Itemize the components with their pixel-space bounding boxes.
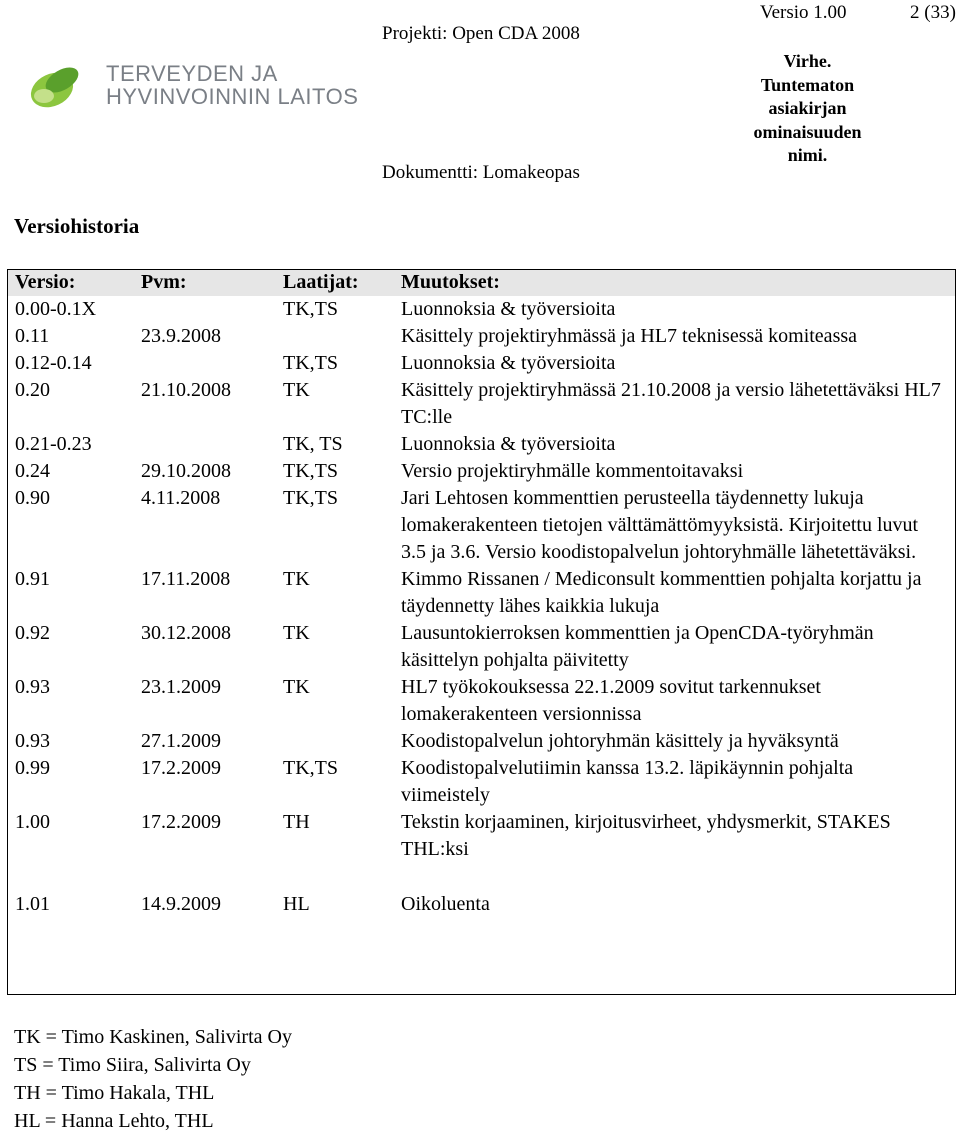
cell-version: 1.01: [15, 893, 50, 915]
table-row: [7, 377, 956, 431]
version-label: Versio 1.00: [760, 2, 847, 23]
page-number: 2 (33): [910, 2, 956, 23]
header-changes: Muutokset:: [401, 271, 500, 293]
cell-date: 17.11.2008: [141, 568, 231, 590]
cell-date: [141, 350, 283, 377]
cell-changes: HL7 työkokouksessa 22.1.2009 sovitut tarkennukset lomakerakenteen versionnissa: [401, 676, 821, 725]
table-header-row: [7, 269, 956, 296]
header-version: Versio:: [15, 271, 76, 293]
cell-date: 29.10.2008: [141, 460, 231, 482]
field-error-message: [725, 50, 890, 168]
table-row: [7, 566, 956, 620]
cell-authors: TK,TS: [283, 487, 338, 509]
cell-date: [141, 296, 283, 323]
cell-authors: TK: [283, 676, 310, 698]
cell-version: 0.93: [15, 676, 50, 698]
cell-authors: TK,TS: [283, 757, 338, 779]
error-line: asiakirjan: [768, 98, 847, 118]
cell-date: 23.9.2008: [141, 325, 221, 347]
error-line: ominaisuuden: [753, 121, 862, 142]
section-title: Versiohistoria: [14, 214, 140, 238]
logo-line-1: TERVEYDEN JA: [106, 61, 278, 86]
cell-authors: TK, TS: [283, 433, 343, 455]
table-row: [7, 323, 956, 350]
table-row: [7, 728, 956, 755]
cell-changes: Luonnoksia & työversioita: [401, 298, 616, 320]
cell-date: 4.11.2008: [141, 487, 221, 509]
table-row: [7, 809, 956, 863]
cell-changes: Versio projektiryhmälle kommentoitavaksi: [401, 460, 744, 482]
cell-date: 14.9.2009: [141, 893, 221, 915]
cell-changes: Lausuntokierroksen kommenttien ja OpenCDA-työryhmän käsittelyn pohjalta päivitetty: [401, 622, 874, 671]
project-label: Projekti: Open CDA 2008: [382, 23, 580, 44]
legend-item: TK = Timo Kaskinen, Salivirta Oy: [14, 1026, 292, 1048]
cell-changes: Jari Lehtosen kommenttien perusteella täydennetty lukuja lomakerakenteen tietojen välttämättömyyksistä. Kirjoitettu luvut 3.5 ja 3.6. Versio koodistopalvelun johtoryhmälle lähetettäväksi.: [401, 487, 919, 563]
author-legend: [14, 1023, 292, 1135]
table-row: [7, 350, 956, 377]
cell-changes: Kimmo Rissanen / Mediconsult kommenttien pohjalta korjattu ja täydennetty lähes kaikkia lukuja: [401, 568, 922, 617]
cell-date: 17.2.2009: [141, 811, 221, 833]
error-line: nimi.: [787, 145, 828, 165]
cell-version: 0.12-0.14: [15, 352, 92, 374]
table-row: [7, 674, 956, 728]
cell-version: 0.11: [15, 325, 50, 347]
cell-date: 30.12.2008: [141, 622, 231, 644]
table-row: [7, 620, 956, 674]
legend-item: TS = Timo Siira, Salivirta Oy: [14, 1054, 251, 1076]
error-line: Tuntematon: [760, 74, 855, 95]
version-history-table: [7, 269, 956, 918]
table-row: [7, 431, 956, 458]
table-row: [7, 296, 956, 323]
cell-changes: Luonnoksia & työversioita: [401, 352, 616, 374]
cell-date: [141, 431, 283, 458]
cell-version: 0.21-0.23: [15, 433, 92, 455]
logo-line-2: HYVINVOINNIN LAITOS: [106, 84, 359, 109]
cell-authors: HL: [283, 893, 310, 915]
legend-item: TH = Timo Hakala, THL: [14, 1082, 215, 1104]
cell-version: 0.24: [15, 460, 50, 482]
table-row: [7, 891, 956, 918]
error-line: Virhe.: [783, 51, 832, 71]
cell-changes: Koodistopalvelun johtoryhmän käsittely ja hyväksyntä: [401, 730, 839, 752]
cell-version: 1.00: [15, 811, 50, 833]
cell-authors: TK: [283, 622, 310, 644]
cell-authors: TK: [283, 568, 310, 590]
cell-authors: TK,TS: [283, 460, 338, 482]
cell-changes: Käsittely projektiryhmässä ja HL7 teknisessä komiteassa: [401, 325, 858, 347]
cell-changes: Tekstin korjaaminen, kirjoitusvirheet, yhdysmerkit, STAKES THL:ksi: [401, 811, 891, 860]
cell-changes: Luonnoksia & työversioita: [401, 433, 616, 455]
cell-date: 27.1.2009: [141, 730, 221, 752]
cell-authors: TK,TS: [283, 352, 338, 374]
cell-version: 0.00-0.1X: [15, 298, 97, 320]
cell-authors: TK,TS: [283, 298, 338, 320]
document-label: Dokumentti: Lomakeopas: [382, 162, 580, 183]
cell-version: 0.91: [15, 568, 50, 590]
cell-version: 0.99: [15, 757, 50, 779]
cell-changes: Koodistopalvelutiimin kanssa 13.2. läpikäynnin pohjalta viimeistely: [401, 757, 854, 806]
header-authors: Laatijat:: [283, 271, 359, 293]
cell-date: 23.1.2009: [141, 676, 221, 698]
cell-changes: Käsittely projektiryhmässä 21.10.2008 ja versio lähetettäväksi HL7 TC:lle: [401, 379, 941, 428]
legend-item: HL = Hanna Lehto, THL: [14, 1110, 214, 1132]
table-spacer-row: [7, 863, 956, 891]
thl-logo-icon: [22, 58, 94, 110]
header-date: Pvm:: [141, 271, 187, 293]
cell-version: 0.20: [15, 379, 50, 401]
cell-authors: [283, 728, 401, 755]
cell-authors: TH: [283, 811, 310, 833]
cell-changes: Oikoluenta: [401, 893, 490, 915]
cell-version: 0.93: [15, 730, 50, 752]
cell-version: 0.90: [15, 487, 50, 509]
cell-date: 21.10.2008: [141, 379, 231, 401]
cell-date: 17.2.2009: [141, 757, 221, 779]
organization-logo-text: [106, 62, 358, 108]
cell-authors: TK: [283, 379, 310, 401]
table-row: [7, 755, 956, 809]
cell-version: 0.92: [15, 622, 50, 644]
cell-authors: [283, 323, 401, 350]
table-row: [7, 485, 956, 566]
table-row: [7, 458, 956, 485]
